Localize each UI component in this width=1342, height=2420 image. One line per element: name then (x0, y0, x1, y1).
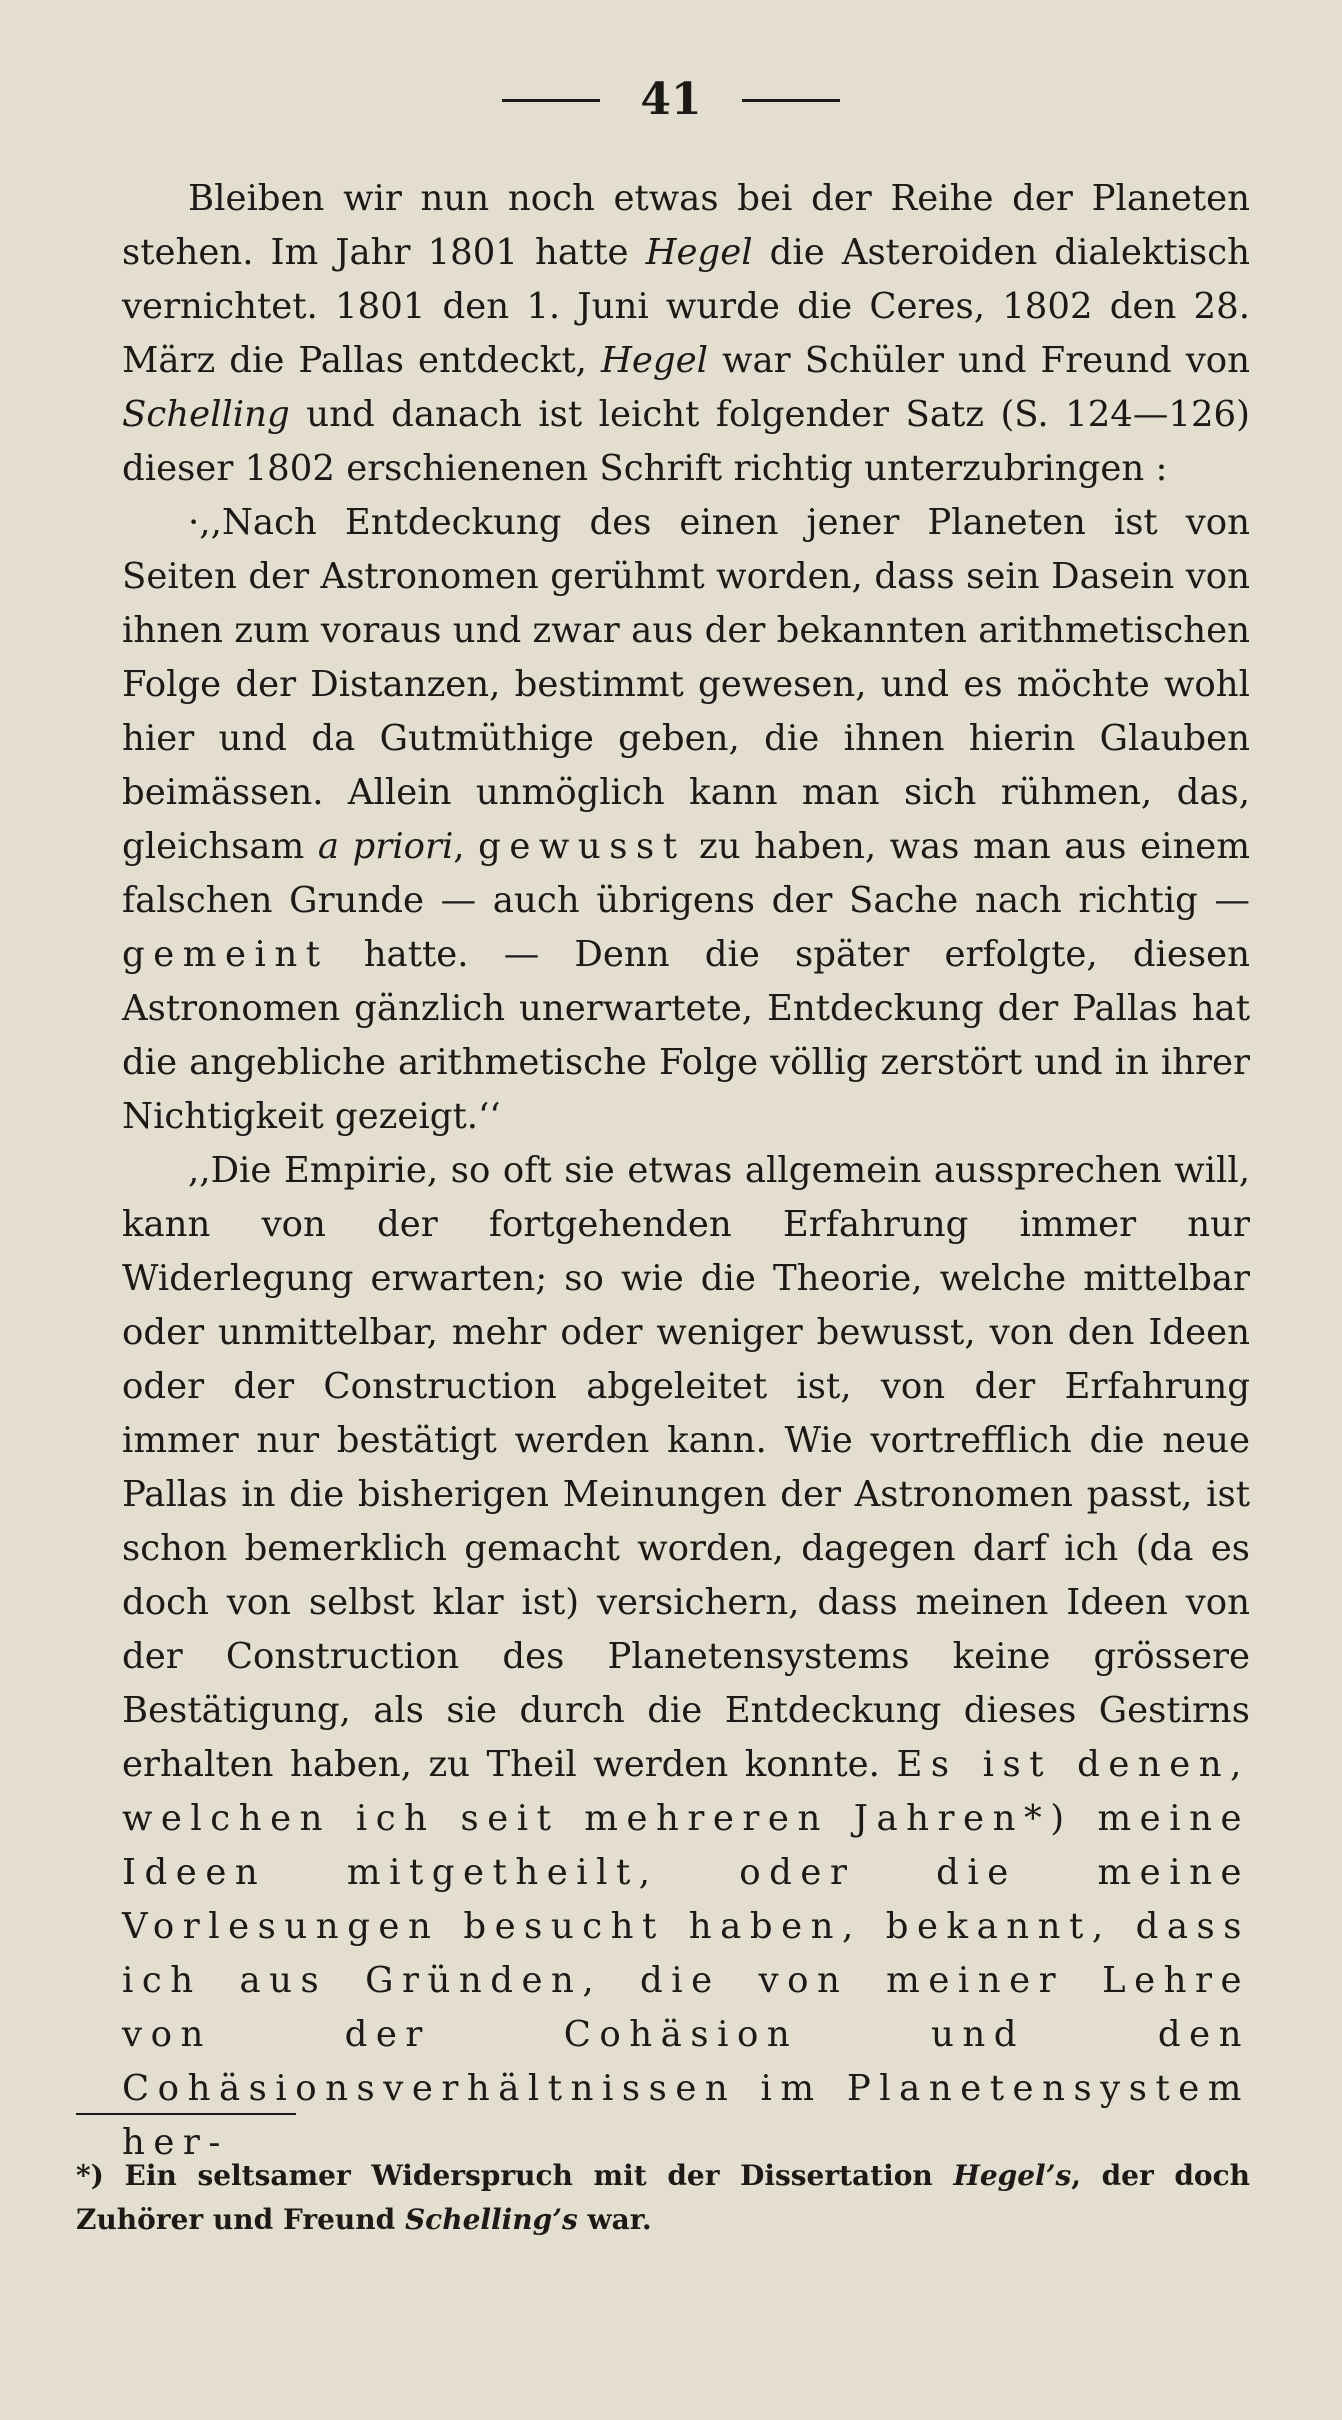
paragraph (122, 496, 1250, 1144)
footnote-run: , der doch Zuhörer und Freund (76, 2159, 1250, 2236)
header-rule-left (502, 99, 600, 102)
text-run-spaced: Es ist denen, welchen ich seit mehreren Jahren*) meine Ideen mitgetheilt, oder die meine Vorlesungen besucht haben, bekannt, dass ich aus Gründen, die von meiner Lehre von der Cohäsion und den Cohäsionsverhältnissen im Planetensystem her- (122, 1744, 1250, 2163)
footnote-run-italic: Hegel’s (953, 2159, 1072, 2192)
text-run: die Asteroiden dialektisch vernichtet. 1801 den 1. Juni wurde die Ceres, 1802 den 28. März die Pallas entdeckt, (122, 232, 1250, 381)
text-run: zu haben, was man aus einem falschen Grunde — auch übrigens der Sache nach richtig — (122, 826, 1250, 921)
header-rule-right (742, 99, 840, 102)
footnote-run-italic: ’s (552, 2203, 578, 2236)
paragraph (122, 172, 1250, 496)
footnote-run-italic: Schelling (404, 2203, 553, 2236)
text-run-italic: Hegel (600, 340, 709, 381)
text-run: ·,,Nach Entdeckung des einen jener Planeten ist von Seiten der Astronomen gerühmt worden, dass sein Dasein von ihnen zum voraus und zwar aus der bekannten arithmetischen Folge der Distanzen, bestimmt gewesen, und es möchte wohl hier und da Gutmüthige geben, die ihnen hierin Glauben beimässen. Allein unmöglich kann man sich rühmen, das, gleichsam (122, 502, 1250, 867)
text-run: Bleiben wir nun noch etwas bei der Reihe der Planeten stehen. Im Jahr 1801 hatte (122, 178, 1250, 273)
text-run-spaced: gemeint (122, 934, 329, 975)
text-run-italic: Hegel (645, 232, 753, 273)
footnote-run: war. (577, 2203, 652, 2236)
text-run: und danach ist leicht folgender Satz (S. 124—126) dieser 1802 erschienenen Schrift richtig unterzubringen : (122, 394, 1250, 489)
page-number: 41 (640, 74, 702, 125)
text-run: hatte. — Denn die später erfolgte, diesen Astronomen gänzlich unerwartete, Entdeckung der Pallas hat die angebliche arithmetische Folge völlig zerstört und in ihrer Nichtigkeit gezeigt.‘‘ (122, 934, 1250, 1137)
text-run-italic: Schelling (122, 394, 290, 435)
text-run: war Schüler und Freund von (708, 340, 1250, 381)
text-run-italic: a priori (317, 826, 454, 867)
footnote-rule (76, 2113, 296, 2115)
text-run: ,,Die Empirie, so oft sie etwas allgemein aussprechen will, kann von der fortgehenden Erfahrung immer nur Widerlegung erwarten; so wie die Theorie, welche mittelbar oder unmittelbar, mehr oder weniger bewusst, von den Ideen oder der Construction abgeleitet ist, von der Erfahrung immer nur bestätigt werden kann. Wie vortrefflich die neue Pallas in die bisherigen Meinungen der Astronomen passt, ist schon bemerklich gemacht worden, dagegen darf ich (da es doch von selbst klar ist) versichern, dass meinen Ideen von der Construction des Planetensystems keine grössere Bestätigung, als sie durch die Entdeckung dieses Gestirns erhalten haben, zu Theil werden konnte. (122, 1150, 1250, 1785)
footnote (76, 2154, 1250, 2242)
text-run: , (453, 826, 479, 867)
text-run-spaced: gewusst (478, 826, 686, 867)
paragraph (122, 1144, 1250, 2170)
footnote-run: *) Ein seltsamer Widerspruch mit der Dissertation (76, 2159, 954, 2192)
page-header (0, 74, 1342, 125)
body-text (122, 172, 1250, 2170)
